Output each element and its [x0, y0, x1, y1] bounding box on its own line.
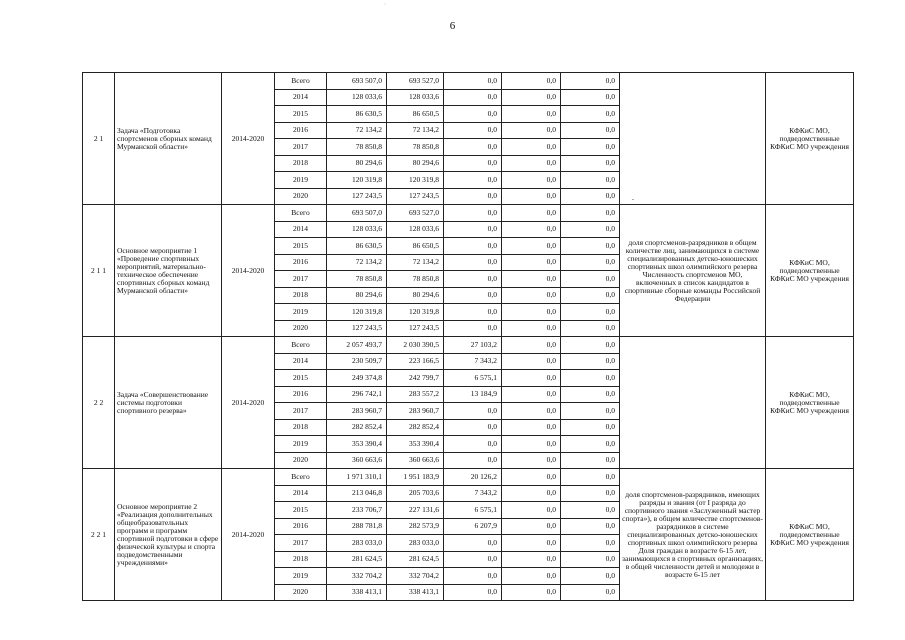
value-cell: 0,0	[444, 535, 502, 552]
page-number: 6	[449, 20, 456, 32]
value-cell: 127 243,5	[327, 320, 387, 337]
value-cell: 127 243,5	[327, 188, 387, 205]
year-cell: 2014	[275, 353, 327, 370]
value-cell: 0,0	[561, 370, 620, 387]
year-cell: 2020	[275, 188, 327, 205]
year-cell: 2014	[275, 221, 327, 238]
value-cell: 0,0	[502, 254, 561, 271]
year-cell: Всего	[275, 73, 327, 90]
value-cell: 0,0	[444, 89, 502, 106]
value-cell: 230 509,7	[327, 353, 387, 370]
section-number: 2 1	[83, 73, 115, 205]
value-cell: 0,0	[502, 535, 561, 552]
value-cell: 283 960,7	[327, 403, 387, 420]
value-cell: 0,0	[502, 188, 561, 205]
year-cell: 2017	[275, 139, 327, 156]
value-cell: 0,0	[502, 551, 561, 568]
year-cell: 2019	[275, 304, 327, 321]
responsible-cell: КФКиС МО, подведомственные КФКиС МО учреждения	[766, 469, 854, 601]
value-cell: 0,0	[561, 485, 620, 502]
value-cell: 0,0	[561, 89, 620, 106]
value-cell: 283 960,7	[387, 403, 444, 420]
value-cell: 0,0	[444, 221, 502, 238]
value-cell: 0,0	[444, 452, 502, 469]
value-cell: 86 630,5	[327, 238, 387, 255]
year-cell: Всего	[275, 205, 327, 222]
value-cell: 0,0	[502, 221, 561, 238]
year-cell: 2015	[275, 370, 327, 387]
section-name: Задача «Совершенствование системы подготовки спортивного резерва»	[115, 337, 222, 469]
value-cell: 2 057 493,7	[327, 337, 387, 354]
value-cell: 0,0	[502, 337, 561, 354]
value-cell: 0,0	[444, 568, 502, 585]
value-cell: 127 243,5	[387, 188, 444, 205]
scan-mark: -	[632, 197, 634, 203]
value-cell: 0,0	[502, 320, 561, 337]
value-cell: 120 319,8	[327, 304, 387, 321]
value-cell: 0,0	[502, 271, 561, 288]
program-table	[82, 72, 854, 601]
value-cell: 0,0	[502, 287, 561, 304]
section-name: Задача «Подготовка спортсменов сборных команд Мурманской области»	[115, 73, 222, 205]
year-cell: 2020	[275, 584, 327, 601]
scan-dot: ·	[384, 2, 386, 8]
value-cell: 86 650,5	[387, 238, 444, 255]
year-cell: 2019	[275, 172, 327, 189]
year-cell: Всего	[275, 337, 327, 354]
value-cell: 0,0	[502, 155, 561, 172]
value-cell: 0,0	[561, 221, 620, 238]
year-cell: 2018	[275, 551, 327, 568]
value-cell: 227 131,6	[387, 502, 444, 519]
value-cell: 282 852,4	[387, 419, 444, 436]
value-cell: 128 033,6	[387, 89, 444, 106]
value-cell: 6 207,9	[444, 518, 502, 535]
value-cell: 0,0	[561, 106, 620, 123]
value-cell: 205 703,6	[387, 485, 444, 502]
year-cell: Всего	[275, 469, 327, 486]
value-cell: 72 134,2	[327, 254, 387, 271]
section-period: 2014-2020	[222, 337, 275, 469]
value-cell: 127 243,5	[387, 320, 444, 337]
value-cell: 0,0	[502, 304, 561, 321]
value-cell: 0,0	[502, 386, 561, 403]
value-cell: 0,0	[561, 584, 620, 601]
year-cell: 2019	[275, 568, 327, 585]
value-cell: 0,0	[561, 320, 620, 337]
value-cell: 360 663,6	[327, 452, 387, 469]
value-cell: 0,0	[502, 205, 561, 222]
value-cell: 0,0	[502, 403, 561, 420]
value-cell: 288 781,8	[327, 518, 387, 535]
value-cell: 1 951 183,9	[387, 469, 444, 486]
value-cell: 332 704,2	[387, 568, 444, 585]
value-cell: 78 850,8	[387, 271, 444, 288]
responsible-cell: КФКиС МО, подведомственные КФКиС МО учреждения	[766, 205, 854, 337]
year-cell: 2015	[275, 106, 327, 123]
value-cell: 0,0	[502, 122, 561, 139]
value-cell: 0,0	[444, 287, 502, 304]
table-row	[83, 73, 854, 90]
year-cell: 2016	[275, 386, 327, 403]
value-cell: 0,0	[502, 485, 561, 502]
year-cell: 2017	[275, 403, 327, 420]
value-cell: 120 319,8	[387, 304, 444, 321]
value-cell: 338 413,1	[387, 584, 444, 601]
value-cell: 0,0	[502, 370, 561, 387]
value-cell: 353 390,4	[327, 436, 387, 453]
value-cell: 0,0	[444, 436, 502, 453]
value-cell: 0,0	[561, 353, 620, 370]
year-cell: 2018	[275, 287, 327, 304]
value-cell: 78 850,8	[327, 271, 387, 288]
section-period: 2014-2020	[222, 73, 275, 205]
value-cell: 353 390,4	[387, 436, 444, 453]
value-cell: 0,0	[444, 551, 502, 568]
value-cell: 6 575,1	[444, 370, 502, 387]
value-cell: 296 742,1	[327, 386, 387, 403]
indicator-cell: доля спортсменов-разрядников, имеющих разряды и звания (от I разряда до спортивного звания «Заслуженный мастер спорта»), в общем количестве спортсменов-разрядников в системе специализированных детско-юношеских спортивных школ олимпийского резерва Доля граждан в возрасте 6-15 лет, занимающихся в спортивных организациях, в общей численности детей и молодежи в возрасте 6-15 лет	[620, 469, 766, 601]
year-cell: 2014	[275, 89, 327, 106]
value-cell: 242 799,7	[387, 370, 444, 387]
value-cell: 281 624,5	[327, 551, 387, 568]
year-cell: 2019	[275, 436, 327, 453]
indicator-cell: доля спортсменов-разрядников в общем количестве лиц, занимающихся в системе специализированных детско-юношеских спортивных школ олимпийского резерва Численность спортсменов МО, включенных в список кандидатов в спортивные сборные команды Российской Федерации	[620, 205, 766, 337]
value-cell: 693 507,0	[327, 73, 387, 90]
value-cell: 282 573,9	[387, 518, 444, 535]
value-cell: 78 850,8	[327, 139, 387, 156]
value-cell: 78 850,8	[387, 139, 444, 156]
value-cell: 80 294,6	[387, 287, 444, 304]
indicator-cell	[620, 73, 766, 205]
value-cell: 283 033,0	[387, 535, 444, 552]
value-cell: 0,0	[444, 403, 502, 420]
responsible-cell: КФКиС МО, подведомственные КФКиС МО учреждения	[766, 73, 854, 205]
value-cell: 72 134,2	[387, 122, 444, 139]
value-cell: 0,0	[444, 139, 502, 156]
value-cell: 0,0	[561, 188, 620, 205]
value-cell: 86 650,5	[387, 106, 444, 123]
value-cell: 0,0	[502, 452, 561, 469]
value-cell: 0,0	[561, 205, 620, 222]
section-period: 2014-2020	[222, 469, 275, 601]
indicator-cell	[620, 337, 766, 469]
value-cell: 0,0	[444, 584, 502, 601]
value-cell: 72 134,2	[387, 254, 444, 271]
section-number: 2 2	[83, 337, 115, 469]
value-cell: 283 033,0	[327, 535, 387, 552]
value-cell: 223 166,5	[387, 353, 444, 370]
value-cell: 80 294,6	[327, 155, 387, 172]
value-cell: 0,0	[444, 122, 502, 139]
value-cell: 72 134,2	[327, 122, 387, 139]
year-cell: 2018	[275, 419, 327, 436]
value-cell: 0,0	[444, 73, 502, 90]
value-cell: 0,0	[561, 469, 620, 486]
value-cell: 86 630,5	[327, 106, 387, 123]
year-cell: 2017	[275, 271, 327, 288]
value-cell: 0,0	[561, 568, 620, 585]
table-row	[83, 469, 854, 486]
value-cell: 332 704,2	[327, 568, 387, 585]
value-cell: 0,0	[502, 73, 561, 90]
section-name: Основное мероприятие 2 «Реализация дополнительных общеобразовательных программ и программ спортивной подготовки в сфере физической культуры и спорта подведомственными учреждениями»	[115, 469, 222, 601]
value-cell: 27 103,2	[444, 337, 502, 354]
value-cell: 233 706,7	[327, 502, 387, 519]
value-cell: 0,0	[444, 238, 502, 255]
value-cell: 128 033,6	[327, 221, 387, 238]
value-cell: 0,0	[502, 584, 561, 601]
value-cell: 0,0	[561, 73, 620, 90]
value-cell: 282 852,4	[327, 419, 387, 436]
value-cell: 281 624,5	[387, 551, 444, 568]
year-cell: 2016	[275, 122, 327, 139]
value-cell: 0,0	[444, 106, 502, 123]
value-cell: 693 527,0	[387, 73, 444, 90]
value-cell: 0,0	[561, 502, 620, 519]
value-cell: 0,0	[561, 535, 620, 552]
value-cell: 1 971 310,1	[327, 469, 387, 486]
value-cell: 283 557,2	[387, 386, 444, 403]
table-row	[83, 337, 854, 354]
value-cell: 338 413,1	[327, 584, 387, 601]
value-cell: 80 294,6	[327, 287, 387, 304]
year-cell: 2014	[275, 485, 327, 502]
value-cell: 0,0	[444, 172, 502, 189]
value-cell: 360 663,6	[387, 452, 444, 469]
value-cell: 0,0	[502, 238, 561, 255]
value-cell: 0,0	[502, 89, 561, 106]
value-cell: 120 319,8	[387, 172, 444, 189]
value-cell: 0,0	[561, 452, 620, 469]
value-cell: 0,0	[561, 386, 620, 403]
year-cell: 2015	[275, 502, 327, 519]
value-cell: 6 575,1	[444, 502, 502, 519]
year-cell: 2015	[275, 238, 327, 255]
value-cell: 0,0	[561, 254, 620, 271]
table-body	[83, 73, 854, 601]
value-cell: 80 294,6	[387, 155, 444, 172]
value-cell: 0,0	[502, 502, 561, 519]
value-cell: 0,0	[444, 419, 502, 436]
section-name: Основное мероприятие 1 «Проведение спортивных мероприятий, материально-техническое обеспечение спортивных сборных команд Мурманской области»	[115, 205, 222, 337]
year-cell: 2016	[275, 254, 327, 271]
value-cell: 0,0	[561, 337, 620, 354]
value-cell: 0,0	[561, 419, 620, 436]
year-cell: 2016	[275, 518, 327, 535]
value-cell: 0,0	[502, 568, 561, 585]
value-cell: 0,0	[561, 304, 620, 321]
section-number: 2 1 1	[83, 205, 115, 337]
year-cell: 2020	[275, 452, 327, 469]
value-cell: 0,0	[561, 551, 620, 568]
value-cell: 0,0	[502, 139, 561, 156]
value-cell: 0,0	[502, 469, 561, 486]
value-cell: 13 184,9	[444, 386, 502, 403]
responsible-cell: КФКиС МО, подведомственные КФКиС МО учреждения	[766, 337, 854, 469]
section-number: 2 2 1	[83, 469, 115, 601]
value-cell: 0,0	[502, 172, 561, 189]
value-cell: 0,0	[561, 155, 620, 172]
value-cell: 0,0	[444, 254, 502, 271]
value-cell: 0,0	[444, 188, 502, 205]
value-cell: 249 374,8	[327, 370, 387, 387]
value-cell: 2 030 390,5	[387, 337, 444, 354]
value-cell: 213 046,8	[327, 485, 387, 502]
year-cell: 2020	[275, 320, 327, 337]
value-cell: 128 033,6	[327, 89, 387, 106]
table-row	[83, 205, 854, 222]
value-cell: 0,0	[444, 304, 502, 321]
value-cell: 0,0	[561, 271, 620, 288]
value-cell: 7 343,2	[444, 485, 502, 502]
value-cell: 0,0	[502, 436, 561, 453]
value-cell: 0,0	[561, 518, 620, 535]
value-cell: 0,0	[561, 172, 620, 189]
value-cell: 7 343,2	[444, 353, 502, 370]
value-cell: 693 507,0	[327, 205, 387, 222]
value-cell: 0,0	[561, 436, 620, 453]
value-cell: 0,0	[561, 403, 620, 420]
value-cell: 0,0	[502, 518, 561, 535]
value-cell: 128 033,6	[387, 221, 444, 238]
value-cell: 120 319,8	[327, 172, 387, 189]
value-cell: 0,0	[444, 271, 502, 288]
value-cell: 693 527,0	[387, 205, 444, 222]
value-cell: 0,0	[444, 320, 502, 337]
value-cell: 0,0	[502, 353, 561, 370]
value-cell: 0,0	[444, 155, 502, 172]
value-cell: 20 126,2	[444, 469, 502, 486]
section-period: 2014-2020	[222, 205, 275, 337]
value-cell: 0,0	[502, 419, 561, 436]
value-cell: 0,0	[502, 106, 561, 123]
value-cell: 0,0	[561, 287, 620, 304]
value-cell: 0,0	[561, 122, 620, 139]
year-cell: 2017	[275, 535, 327, 552]
value-cell: 0,0	[561, 139, 620, 156]
year-cell: 2018	[275, 155, 327, 172]
value-cell: 0,0	[561, 238, 620, 255]
value-cell: 0,0	[444, 205, 502, 222]
